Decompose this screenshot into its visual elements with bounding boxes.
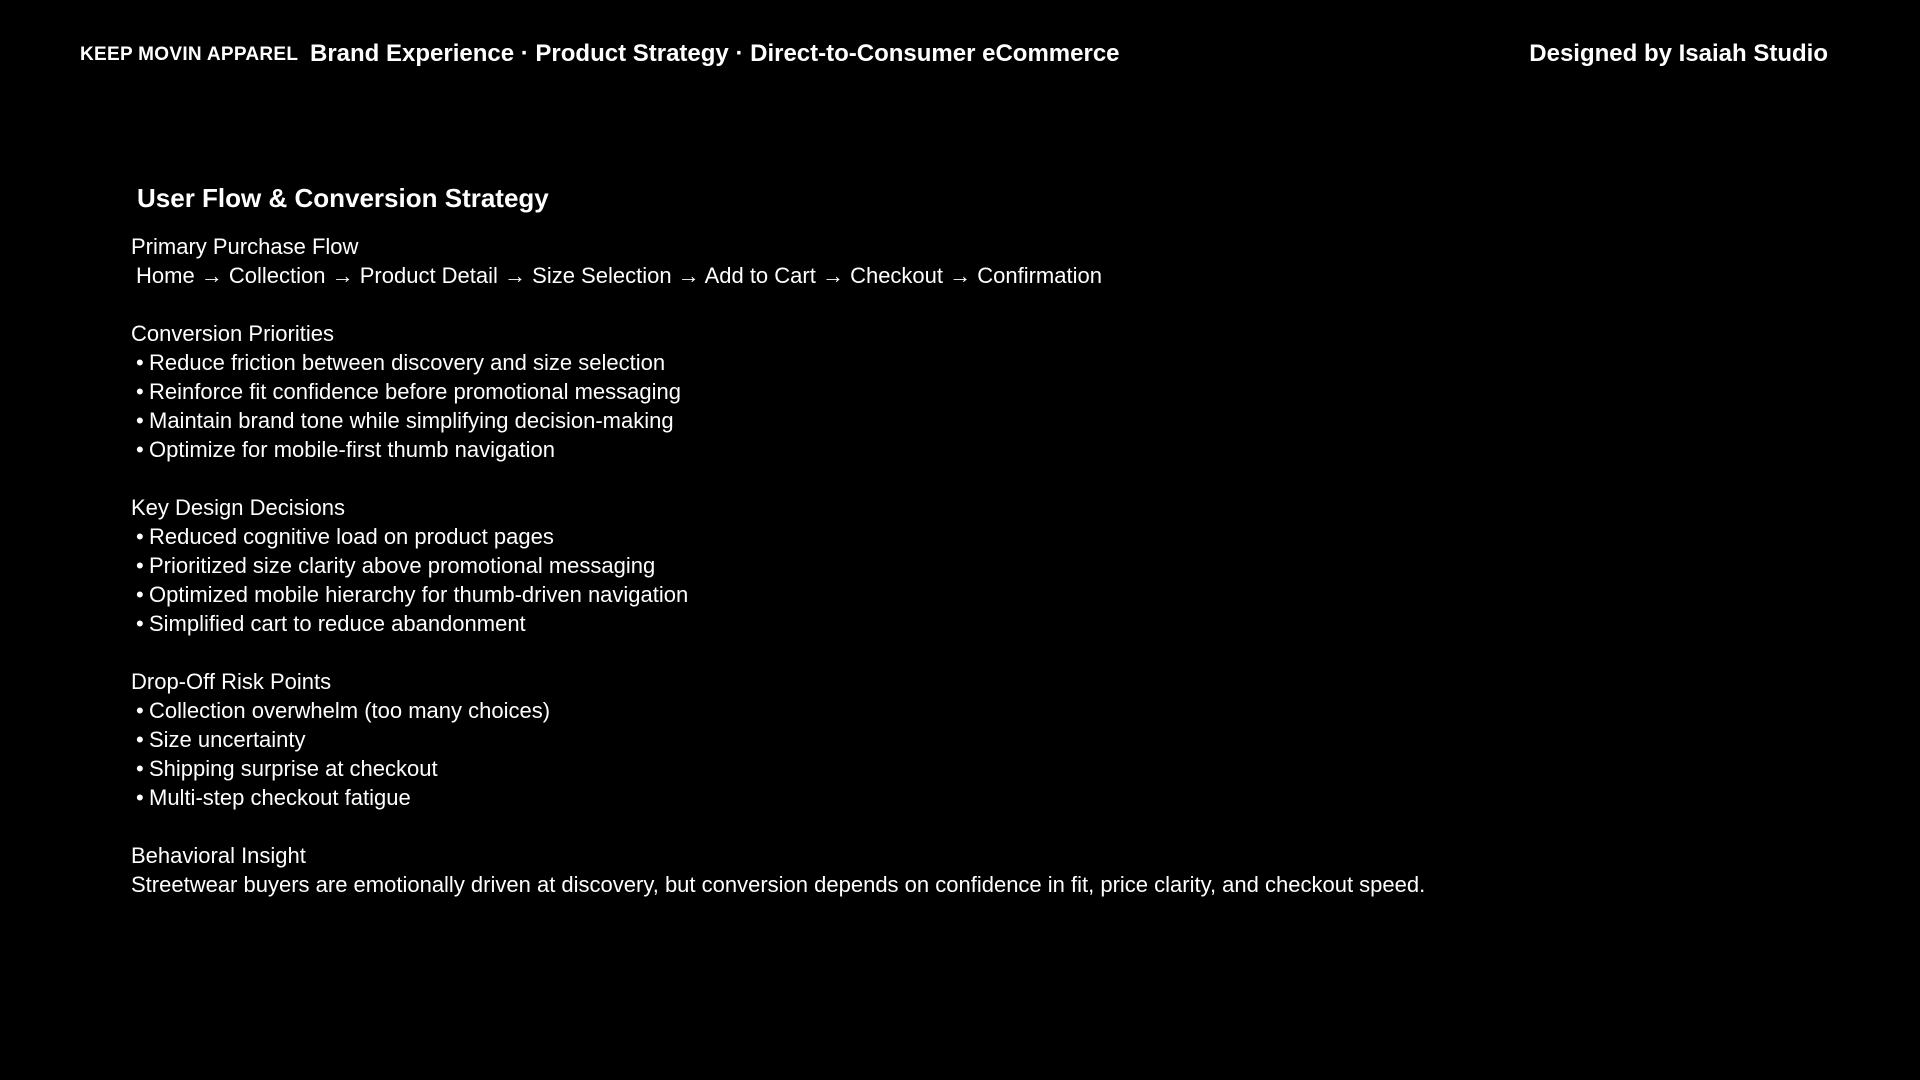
list-item	[131, 725, 1731, 754]
bullet-icon: •	[136, 524, 144, 549]
list-item	[131, 783, 1731, 812]
list-item-text: Reduced cognitive load on product pages	[149, 524, 554, 549]
list-item	[131, 609, 1731, 638]
list-item-text: Size uncertainty	[149, 727, 306, 752]
bullet-icon: •	[136, 727, 144, 752]
list-item	[131, 754, 1731, 783]
brand-name: KEEP MOVIN APPAREL	[80, 44, 299, 65]
bullet-icon: •	[136, 408, 144, 433]
list-item	[131, 377, 1731, 406]
page-title: User Flow & Conversion Strategy	[137, 183, 549, 213]
list-item	[131, 696, 1731, 725]
list-item	[131, 348, 1731, 377]
bullet-icon: •	[136, 756, 144, 781]
page-header	[0, 0, 1920, 108]
list-item-text: Simplified cart to reduce abandonment	[149, 611, 526, 636]
list-item-text: Reinforce fit confidence before promotional messaging	[149, 379, 681, 404]
bullet-icon: •	[136, 379, 144, 404]
list-item	[131, 580, 1731, 609]
section-heading: Drop-Off Risk Points	[131, 669, 332, 694]
list-item-text: Multi-step checkout fatigue	[149, 785, 411, 810]
bullet-icon: •	[136, 350, 144, 375]
bullet-icon: •	[136, 553, 144, 578]
designer-credit: Designed by Isaiah Studio	[1529, 40, 1828, 67]
section-drop-off-risk-points	[131, 667, 1731, 812]
bullet-icon: •	[136, 582, 144, 607]
behavioral-insight-text: Streetwear buyers are emotionally driven at discovery, but conversion depends on confidence in fit, price clarity, and checkout speed.	[131, 872, 1426, 897]
list-item-text: Prioritized size clarity above promotional messaging	[149, 553, 656, 578]
list-item-text: Maintain brand tone while simplifying decision-making	[149, 408, 674, 433]
purchase-flow-steps: Home → Collection → Product Detail → Size Selection → Add to Cart → Checkout → Confirmation	[136, 263, 1102, 288]
list-item	[131, 551, 1731, 580]
bullet-icon: •	[136, 611, 144, 636]
section-heading: Behavioral Insight	[131, 843, 306, 868]
list-item-text: Collection overwhelm (too many choices)	[149, 698, 551, 723]
list-item	[131, 406, 1731, 435]
bullet-icon: •	[136, 698, 144, 723]
section-conversion-priorities	[131, 319, 1731, 464]
section-heading: Primary Purchase Flow	[131, 234, 359, 259]
list-item	[131, 435, 1731, 464]
bullet-icon: •	[136, 785, 144, 810]
section-heading: Conversion Priorities	[131, 321, 334, 346]
list-item-text: Reduce friction between discovery and size selection	[149, 350, 666, 375]
main-content	[131, 178, 1731, 928]
list-item-text: Optimized mobile hierarchy for thumb-driven navigation	[149, 582, 689, 607]
bullet-icon: •	[136, 437, 144, 462]
list-item	[131, 522, 1731, 551]
section-behavioral-insight	[131, 841, 1731, 899]
section-heading: Key Design Decisions	[131, 495, 345, 520]
section-primary-purchase-flow	[131, 232, 1731, 290]
header-tagline: Brand Experience · Product Strategy · Direct-to-Consumer eCommerce	[310, 40, 1120, 67]
list-item-text: Optimize for mobile-first thumb navigation	[149, 437, 555, 462]
section-key-design-decisions	[131, 493, 1731, 638]
list-item-text: Shipping surprise at checkout	[149, 756, 438, 781]
